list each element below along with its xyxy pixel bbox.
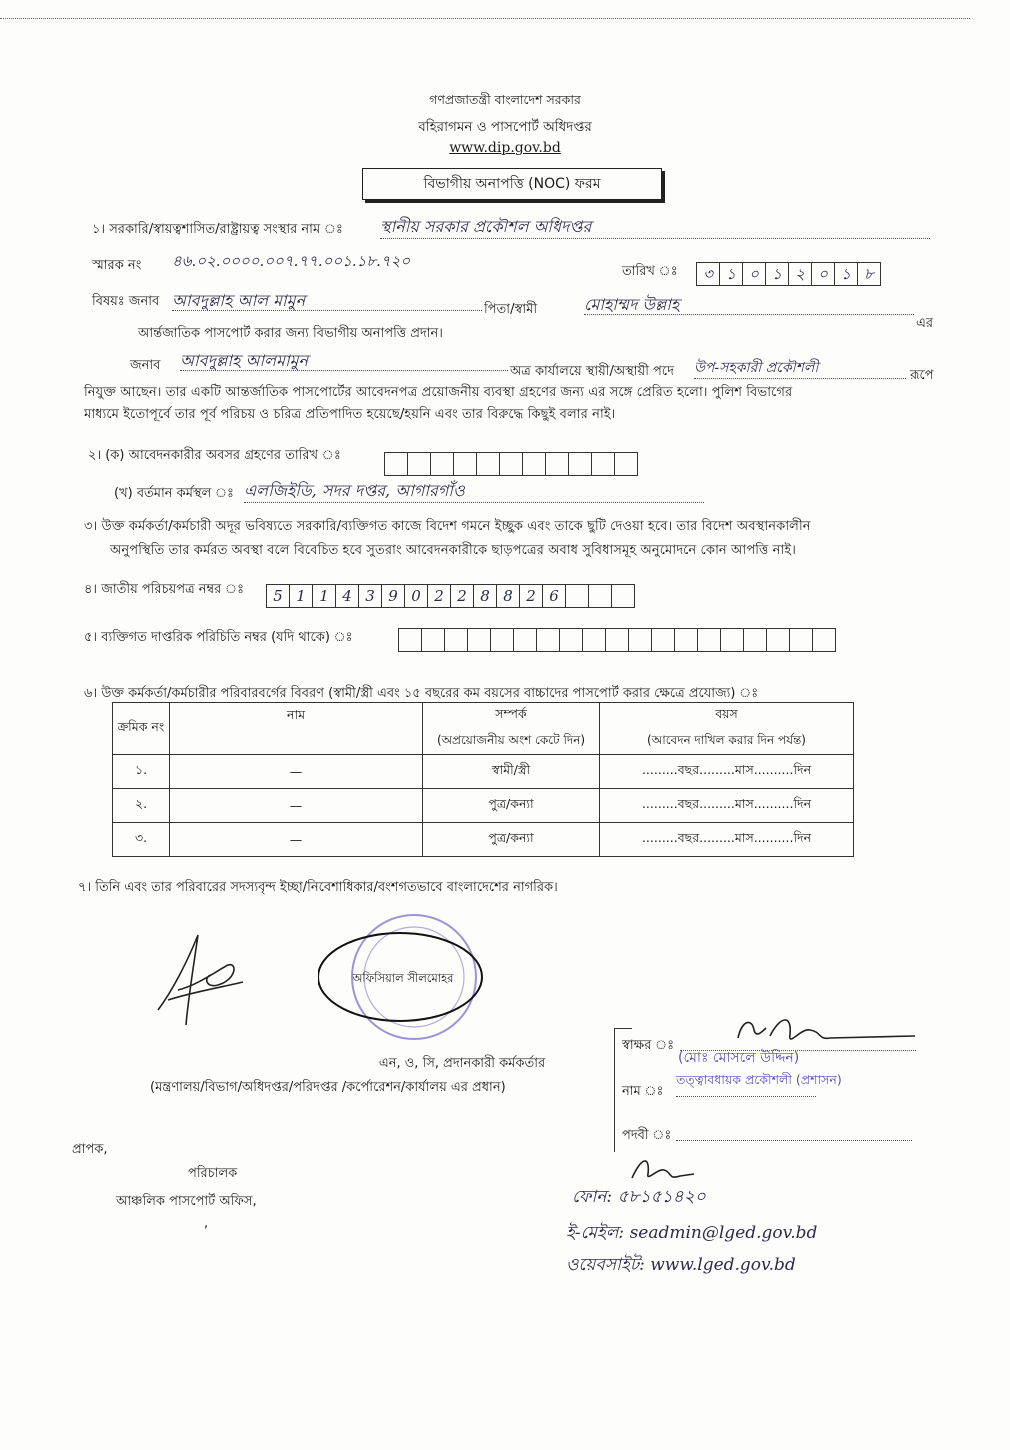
recipient-label: প্রাপক, [72, 1142, 108, 1157]
applicant-name-field[interactable]: আবদুল্লাহ আল মামুন [172, 288, 482, 311]
date-digit-box[interactable]: ১ [835, 263, 858, 285]
nid-digit-box[interactable]: 2 [520, 585, 543, 607]
subject-line2: আর্ন্তজাতিক পাসপোর্ট করার জন্য বিভাগীয় অনাপত্তি প্রদান। [138, 326, 443, 341]
designation-label: পদবী ঃ [622, 1128, 672, 1143]
office-id-box[interactable] [652, 629, 675, 651]
item3-line1: ৩। উক্ত কর্মকর্তা/কর্মচারী অদূর ভবিষ্যতে সরকারি/ব্যক্তিগত কাজে বিদেশ গমনে ইচ্ছুক এবং তাকে ছুটি দেওয়া হবে। তার বিদেশ অবস্থানকালীন [84, 519, 811, 534]
office-id-box[interactable] [537, 629, 560, 651]
nid-digit-box[interactable]: 2 [451, 585, 474, 607]
nid-digit-box[interactable] [612, 585, 634, 607]
website-link[interactable]: www.dip.gov.bd [449, 140, 561, 156]
retirement-date-box[interactable] [500, 453, 523, 475]
seal-label: অফিসিয়াল সীলমোহর [352, 971, 454, 985]
subject-label: বিষয়ঃ জনাব [92, 294, 160, 309]
nid-digit-box[interactable]: 4 [336, 585, 359, 607]
office-id-box[interactable] [675, 629, 698, 651]
recipient-line1: পরিচালক [188, 1166, 238, 1181]
date-digit-box[interactable]: ০ [812, 263, 835, 285]
row-serial: ১. [113, 755, 170, 789]
office-id-box[interactable] [767, 629, 790, 651]
sign-label: স্বাক্ষর ঃ [622, 1038, 675, 1053]
office-id-box[interactable] [721, 629, 744, 651]
signature-frame-top [614, 1028, 632, 1029]
row-serial: ৩. [113, 823, 170, 857]
office-id-box[interactable] [399, 629, 422, 651]
row-age[interactable]: .........বছর.........মাস..........দিন [600, 823, 854, 857]
date-digit-box[interactable]: ৩ [697, 263, 720, 285]
nid-digit-box[interactable]: 9 [382, 585, 405, 607]
retirement-date-box[interactable] [431, 453, 454, 475]
nid-digit-box[interactable] [589, 585, 612, 607]
office-id-label: ৫। ব্যক্তিগত দাপ্তরিক পরিচিতি নম্বর (যদি থাকে) ঃ [84, 630, 353, 645]
form-title: বিভাগীয় অনাপত্তি (NOC) ফরম [362, 168, 662, 200]
citizenship-statement: ৭। তিনি এবং তার পরিবারের সদস্যবৃন্দ ইচ্ছা/নিবেশাধিকার/বংশগতভাবে বাংলাদেশের নাগরিক। [78, 880, 558, 895]
col-serial: ক্রমিক নং [113, 703, 170, 755]
col-age-title: বয়স [715, 705, 738, 721]
stamp-title: তত্ত্বাবধায়ক প্রকৌশলী (প্রশাসন) [676, 1072, 842, 1087]
office-id-box[interactable] [560, 629, 583, 651]
retirement-date-box[interactable] [408, 453, 431, 475]
department-name: বহিরাগমন ও পাসপোর্ট অধিদপ্তর [418, 119, 592, 135]
office-id-boxes[interactable] [398, 628, 836, 652]
retirement-date-label: ২। (ক) আবেদনকারীর অবসর গ্রহণের তারিখ ঃ [88, 448, 341, 463]
name-field[interactable] [676, 1096, 816, 1097]
row-relation: পুত্র/কন্যা [423, 789, 600, 823]
office-id-box[interactable] [422, 629, 445, 651]
family-table [112, 702, 854, 857]
office-id-box[interactable] [790, 629, 813, 651]
memo-number[interactable]: ৪৬.০২.০০০০.০০৭.৭৭.০০১.১৮.৭২০ [172, 252, 411, 270]
date-label: তারিখ ঃ [622, 264, 678, 279]
post-field[interactable]: উপ-সহকারী প্রকৌশলী [694, 356, 906, 379]
initial-signature-icon [628, 1150, 698, 1186]
date-digit-box[interactable]: ১ [766, 263, 789, 285]
office-id-box[interactable] [606, 629, 629, 651]
mr-name-field[interactable]: আবদুল্লাহ আলমামুন [180, 348, 508, 371]
office-id-box[interactable] [698, 629, 721, 651]
row-serial: ২. [113, 789, 170, 823]
retirement-date-boxes[interactable] [384, 452, 638, 476]
office-id-box[interactable] [813, 629, 835, 651]
stamp-name: (মোঃ মোসলে উদ্দিন) [678, 1050, 800, 1066]
col-name: নাম [170, 703, 423, 755]
father-label: পিতা/স্বামী [484, 302, 538, 317]
row-name[interactable]: — [170, 823, 423, 857]
mr-label: জনাব [130, 358, 161, 373]
office-id-box[interactable] [445, 629, 468, 651]
government-name: গণপ্রজাতন্ত্রী বাংলাদেশ সরকার [429, 92, 581, 107]
org-name-label: ১। সরকারি/স্বায়ত্বশাসিত/রাষ্ট্রায়ত্ব সংস্থার নাম ঃ [92, 222, 343, 237]
designation-field[interactable] [676, 1140, 912, 1141]
contact-phone: ফোন: ৫৮১৫১৪২০ [572, 1187, 706, 1207]
office-id-box[interactable] [629, 629, 652, 651]
office-id-box[interactable] [491, 629, 514, 651]
table-row [113, 823, 854, 857]
subject-suffix: এর [916, 316, 934, 331]
retirement-date-box[interactable] [454, 453, 477, 475]
retirement-date-box[interactable] [569, 453, 592, 475]
nid-digit-box[interactable]: 8 [474, 585, 497, 607]
office-text: অত্র কার্যালয়ে স্থায়ী/অস্থায়ী পদে [510, 364, 674, 379]
workplace-label: (খ) বর্তমান কর্মস্থল ঃ [114, 486, 234, 501]
officer-title: এন, ও, সি, প্রদানকারী কর্মকর্তার [378, 1056, 546, 1071]
top-divider [0, 18, 970, 19]
retirement-date-box[interactable] [477, 453, 500, 475]
office-id-box[interactable] [744, 629, 767, 651]
officer-signature-icon [148, 930, 268, 1030]
nid-number-boxes[interactable] [266, 584, 635, 608]
item3-line2: অনুপস্থিতি তার কর্মরত অবস্থা বলে বিবেচিত হবে সুতরাং আবেদনকারীকে ছাড়পত্রের অবাধ সুবিধাসমূহ অনুমোদনে কোন আপত্তি নাই। [110, 543, 796, 558]
workplace-field[interactable]: এলজিইডি, সদর দপ্তর, আগারগাঁও [244, 478, 704, 503]
col-relation-title: সম্পর্ক [495, 705, 527, 721]
father-name-field[interactable]: মোহাম্মদ উল্লাহ [584, 292, 914, 315]
nid-digit-box[interactable]: 1 [290, 585, 313, 607]
recipient-line2: আঞ্চলিক পাসপোর্ট অফিস, [116, 1194, 257, 1209]
office-id-box[interactable] [468, 629, 491, 651]
retirement-date-box[interactable] [546, 453, 569, 475]
family-label: ৬। উক্ত কর্মকর্তা/কর্মচারীর পরিবারবর্গের বিবরণ (স্বামী/স্ত্রী এবং ১৫ বছরের কম বয়সের বাচ্চাদের পাসপোর্ট করার ক্ষেত্রে প্রযোজ্য) ঃ [84, 686, 759, 701]
date-digit-box[interactable]: ৮ [864, 265, 874, 283]
signature-frame [614, 1028, 615, 1152]
date-digit-box[interactable]: ২ [789, 263, 812, 285]
row-relation: পুত্র/কন্যা [423, 823, 600, 857]
row-name[interactable]: — [170, 789, 423, 823]
post-suffix: রূপে [910, 368, 934, 383]
nid-digit-box[interactable] [566, 585, 589, 607]
date-digit-box[interactable]: ০ [743, 263, 766, 285]
col-relation-note: (অপ্রয়োজনীয় অংশ কেটে দিন) [436, 732, 586, 747]
table-row [113, 755, 854, 789]
office-id-box[interactable] [583, 629, 606, 651]
row-age[interactable]: .........বছর.........মাস..........দিন [600, 789, 854, 823]
row-name[interactable]: — [170, 755, 423, 789]
office-id-box[interactable] [514, 629, 537, 651]
nid-digit-box[interactable]: 5 [267, 585, 290, 607]
officer-subtitle: (মন্ত্রণালয়/বিভাগ/অধিদপ্তর/পরিদপ্তর /কর্পোরেশন/কার্যালয় এর প্রধান) [150, 1080, 506, 1095]
nid-digit-box[interactable]: 0 [405, 585, 428, 607]
nid-digit-box[interactable]: 8 [497, 585, 520, 607]
org-name-field[interactable]: স্থানীয় সরকার প্রকৌশল অধিদপ্তর [380, 214, 930, 239]
date-boxes[interactable] [696, 262, 881, 286]
nid-digit-box[interactable]: 6 [543, 585, 566, 607]
row-age[interactable]: .........বছর.........মাস..........দিন [600, 755, 854, 789]
col-relation [423, 703, 600, 755]
nid-digit-box[interactable]: 3 [359, 585, 382, 607]
body-line3: মাধ্যমে ইতোপূর্বে তার পূর্ব পরিচয় ও চরিত্র প্রতিপাদিত হয়েছে/হয়নি এবং তার বিরুদ্ধে কিছুই বলার নাই। [84, 407, 616, 422]
nid-digit-box[interactable]: 1 [313, 585, 336, 607]
retirement-date-box[interactable] [615, 453, 637, 475]
recipient-comma: , [204, 1216, 209, 1231]
row-relation: স্বামী/স্ত্রী [423, 755, 600, 789]
name-label: নাম ঃ [622, 1084, 664, 1099]
col-age [600, 703, 854, 755]
table-row [113, 789, 854, 823]
nid-label: ৪। জাতীয় পরিচয়পত্র নম্বর ঃ [84, 582, 245, 597]
col-age-note: (আবেদন দাখিল করার দিন পর্যন্ত) [647, 732, 806, 747]
retirement-date-box[interactable] [523, 453, 546, 475]
retirement-date-box[interactable] [385, 453, 408, 475]
memo-label: স্মারক নং [92, 258, 142, 273]
retirement-date-box[interactable] [592, 453, 615, 475]
contact-website: ওয়েবসাইট: www.lged.gov.bd [566, 1255, 796, 1275]
contact-email: ই-মেইল: seadmin@lged.gov.bd [566, 1223, 818, 1243]
nid-digit-box[interactable]: 2 [428, 585, 451, 607]
body-line2: নিযুক্ত আছেন। তার একটি আন্তর্জাতিক পাসপোর্টের আবেদনপত্র প্রয়োজনীয় ব্যবস্থা গ্রহণের জন্য এর সঙ্গে প্রেরিত হলো। পুলিশ বিভাগের [84, 385, 793, 400]
date-digit-box[interactable]: ১ [720, 263, 743, 285]
